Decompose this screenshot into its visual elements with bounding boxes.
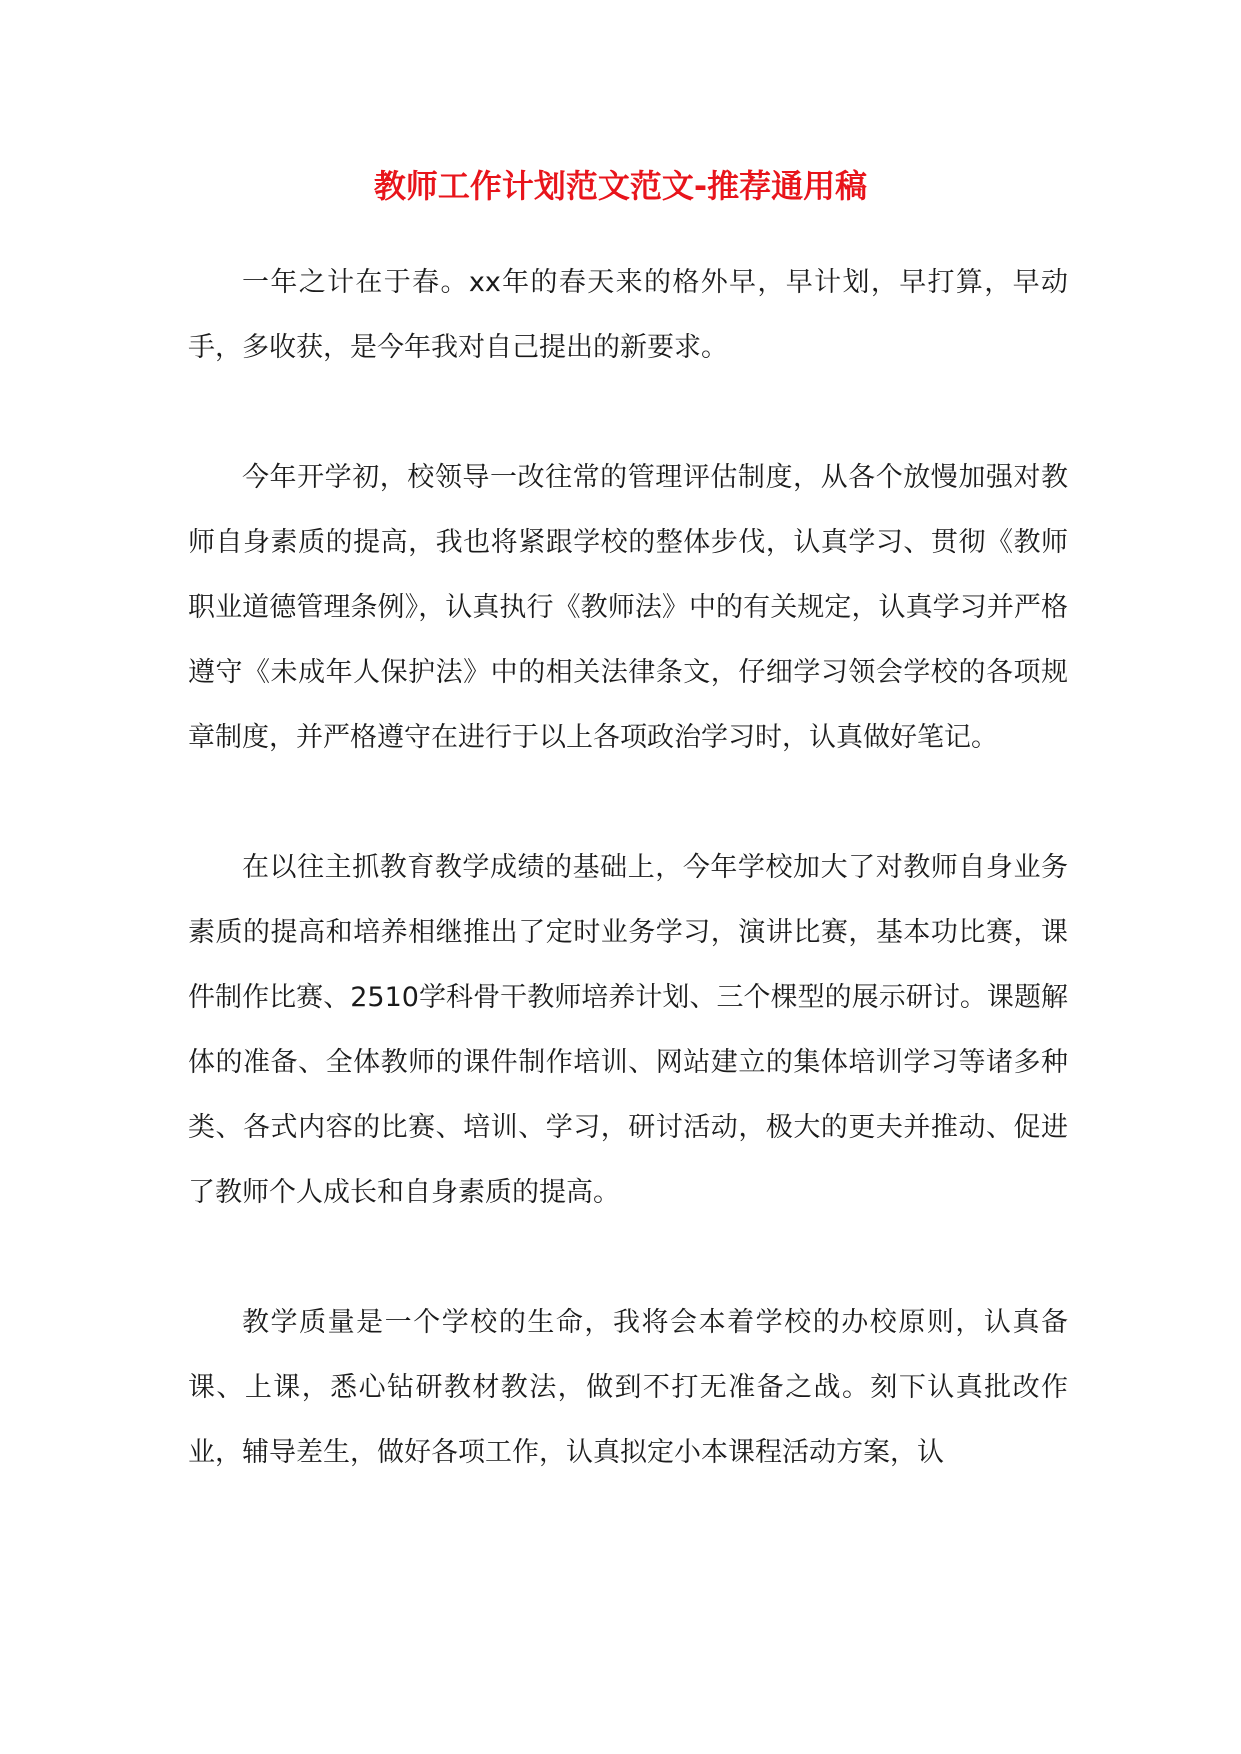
paragraph-3: 在以往主抓教育教学成绩的基础上，今年学校加大了对教师自身业务素质的提高和培养相继推出了定时业务学习，演讲比赛，基本功比赛，课件制作比赛、2510学科骨干教师培养计划、三个棵型的展示研讨。课题解体的准备、全体教师的课件制作培训、网站建立的集体培训学习等诸多种类、各式内容的比赛、培训、学习，研讨活动，极大的更夫并推动、促进了教师个人成长和自身素质的提高。 [188, 852, 1068, 1208]
document-body [188, 250, 1068, 1550]
paragraph-2: 今年开学初，校领导一改往常的管理评估制度，从各个放慢加强对教师自身素质的提高，我也将紧跟学校的整体步伐，认真学习、贯彻《教师职业道德管理条例》，认真执行《教师法》中的有关规定，认真学习并严格遵守《未成年人保护法》中的相关法律条文，仔细学习领会学校的各项规章制度，并严格遵守在进行于以上各项政治学习时，认真做好笔记。 [188, 462, 1068, 753]
paragraph-4: 教学质量是一个学校的生命，我将会本着学校的办校原则，认真备课、上课，悉心钻研教材教法，做到不打无准备之战。刻下认真批改作业，辅导差生，做好各项工作，认真拟定小本课程活动方案，认 [188, 1307, 1068, 1468]
document-title: 教师工作计划范文范文-推荐通用稿 [373, 167, 868, 205]
paragraph-1: 一年之计在于春。xx年的春天来的格外早，早计划，早打算，早动手，多收获，是今年我对自己提出的新要求。 [188, 267, 1068, 363]
